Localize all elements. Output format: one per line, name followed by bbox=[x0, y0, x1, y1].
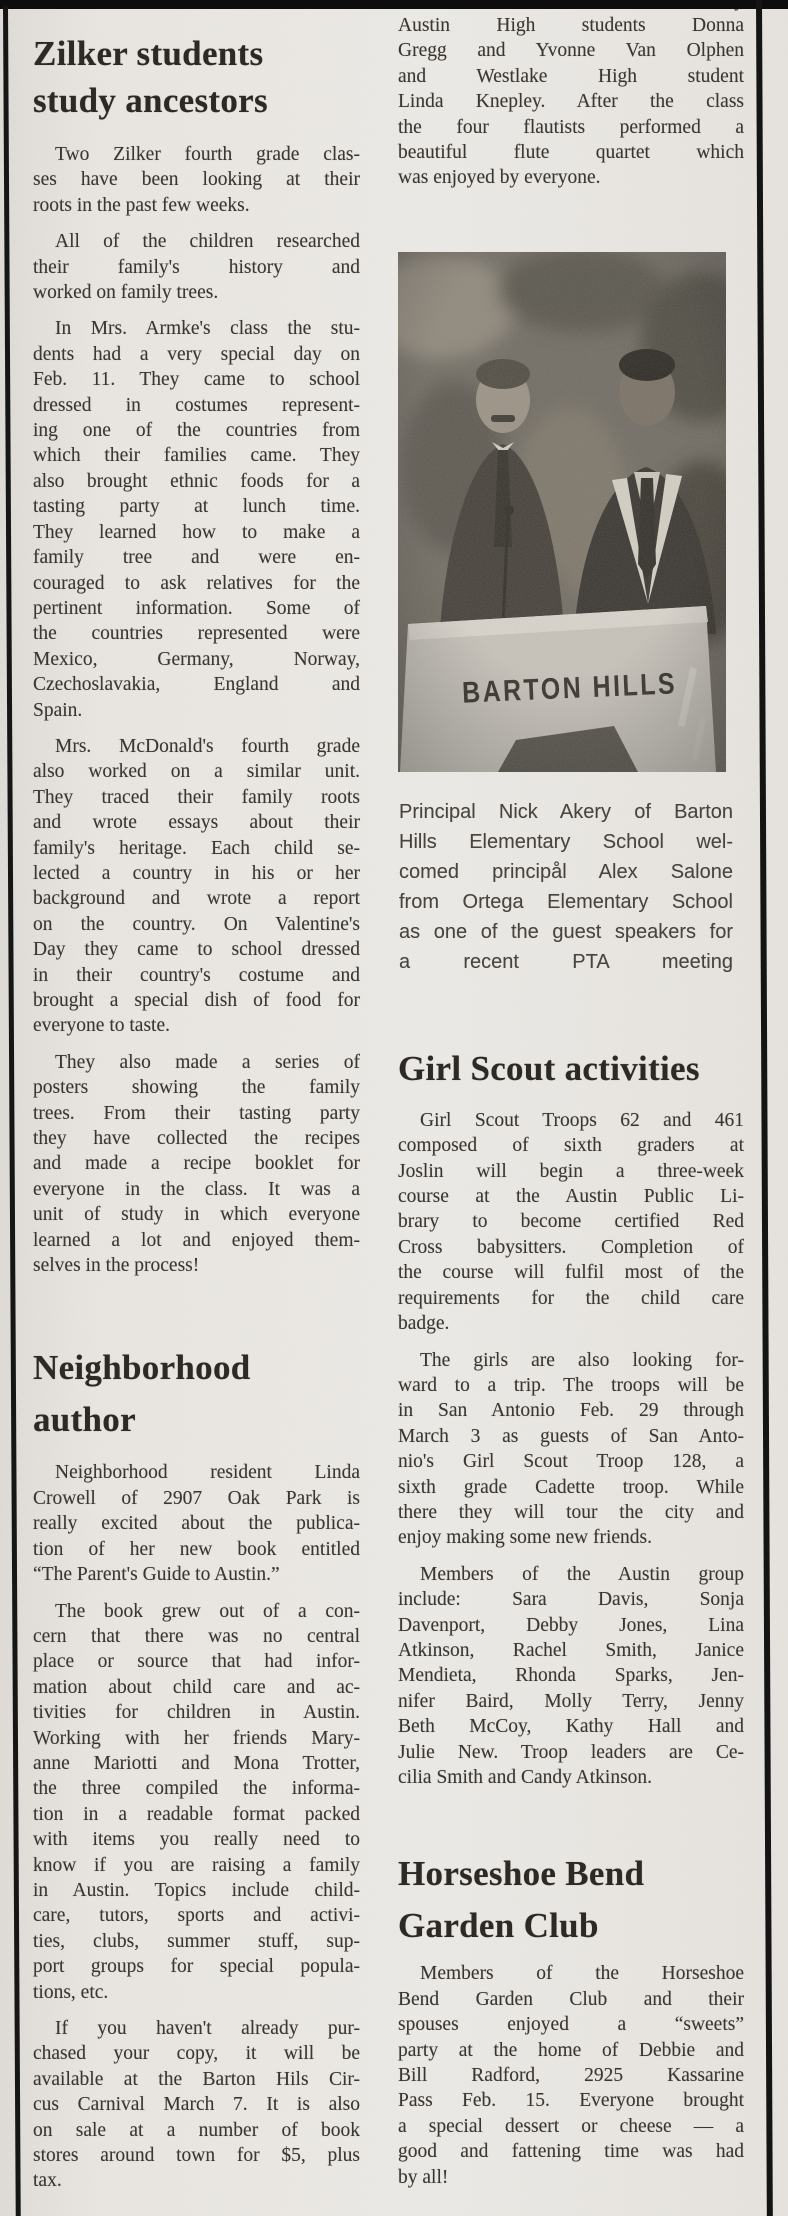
text-line: chased your copy, it will be bbox=[33, 2043, 360, 2065]
text-line: Day they came to school dressed bbox=[33, 939, 360, 961]
text-line: posters showing the family bbox=[33, 1077, 360, 1099]
text-line: on sale at a number of book bbox=[33, 2119, 360, 2141]
text-line: Members of the Horseshoe bbox=[420, 1963, 744, 1985]
text-line: comed principål Alex Salone bbox=[399, 860, 733, 883]
text-line: Bill Radford, 2925 Kassarine bbox=[398, 2065, 744, 2087]
text-line: Two Zilker fourth grade clas- bbox=[55, 144, 360, 165]
text-line: beautiful flute quartet which bbox=[398, 142, 744, 164]
text-line: good and fattening time was had bbox=[398, 2141, 744, 2163]
paragraph bbox=[398, 1348, 744, 1551]
text-line: Austin High students Donna bbox=[398, 15, 744, 36]
text-line: Linda Knepley. After the class bbox=[398, 91, 744, 113]
text-line: party at the home of Debbie and bbox=[398, 2039, 744, 2061]
right-column bbox=[398, 0, 744, 2201]
text-line: Mendieta, Rhonda Sparks, Jen- bbox=[398, 1665, 744, 1687]
text-line: brought a special dish of food for bbox=[33, 990, 360, 1011]
text-line: ward to a trip. The troops will be bbox=[398, 1374, 744, 1396]
text-line: the course will fulfil most of the bbox=[398, 1262, 744, 1284]
text-line: “The Parent's Guide to Austin.” bbox=[33, 1564, 280, 1586]
photo-caption bbox=[399, 797, 733, 977]
text-line: everyone in the class. It was a bbox=[33, 1178, 360, 1200]
text-line: They also made a series of bbox=[55, 1051, 360, 1073]
text-line: Czechoslavakia, England and bbox=[33, 674, 360, 696]
text-line: Joslin will begin a three-week bbox=[398, 1160, 744, 1182]
text-line: Pass Feb. 15. Everyone brought bbox=[398, 2090, 744, 2112]
paragraph bbox=[398, 1961, 744, 2190]
paragraph bbox=[33, 1599, 360, 2006]
text-line: with items you really need to bbox=[33, 1829, 360, 1851]
photo-illustration bbox=[398, 252, 726, 772]
text-line: the three compiled the informa- bbox=[33, 1778, 360, 1800]
paragraph bbox=[33, 1050, 360, 1279]
text-line: sixth grade Cadette troop. While bbox=[398, 1476, 744, 1498]
text-line: enjoy making some new friends. bbox=[398, 1527, 652, 1549]
text-line: there they will tour the city and bbox=[398, 1501, 744, 1523]
text-line: Girl Scout Troops 62 and 461 bbox=[420, 1109, 744, 1131]
text-line: include: Sara Davis, Sonja bbox=[398, 1589, 744, 1611]
text-line: spouses enjoyed a “sweets” bbox=[398, 2014, 744, 2036]
paragraph bbox=[33, 316, 360, 723]
text-line: tivities for children in Austin. bbox=[33, 1702, 360, 1724]
text-line: by all! bbox=[398, 2166, 449, 2188]
text-line: the countries represented were bbox=[33, 623, 360, 645]
text-line: Cross babysitters. Completion of bbox=[398, 1236, 744, 1258]
text-line: couraged to ask relatives for the bbox=[33, 572, 360, 594]
text-line: tax. bbox=[33, 2170, 62, 2192]
text-line: Hills Elementary School wel- bbox=[399, 830, 733, 853]
text-line: and made a recipe booklet for bbox=[33, 1153, 360, 1175]
text-line: March 3 as guests of San Anto- bbox=[398, 1425, 744, 1447]
text-line: as one of the guest speakers for bbox=[399, 920, 733, 943]
text-line: really excited about the publica- bbox=[33, 1513, 360, 1535]
text-line: Mexico, Germany, Norway, bbox=[33, 648, 360, 670]
text-line: was enjoyed by everyone. bbox=[398, 167, 601, 189]
text-line: lected a country in his or her bbox=[33, 862, 360, 884]
text-line: They learned how to make a bbox=[33, 521, 360, 543]
paragraph bbox=[33, 734, 360, 1039]
text-line: they have collected the recipes bbox=[33, 1128, 360, 1150]
text-line: course at the Austin Public Li- bbox=[398, 1186, 744, 1208]
text-line: Zilker students bbox=[33, 34, 264, 73]
text-line: family tree and were en- bbox=[33, 547, 360, 569]
headline-girl-scout-activities bbox=[398, 1047, 744, 1091]
text-line: the four flautists performed a bbox=[398, 116, 744, 138]
paragraph bbox=[33, 2016, 360, 2194]
text-line: The girls are also looking for- bbox=[420, 1349, 744, 1371]
text-line: in Austin. Topics include child- bbox=[33, 1879, 360, 1901]
paragraph bbox=[398, 13, 744, 191]
text-line: Atkinson, Rachel Smith, Janice bbox=[398, 1639, 744, 1661]
text-line: badge. bbox=[398, 1313, 450, 1335]
text-line: selves in the process! bbox=[33, 1255, 200, 1277]
text-line: cus Carnival March 7. It is also bbox=[33, 2094, 360, 2116]
text-line: a recent PTA meeting bbox=[399, 950, 733, 973]
photo-grain bbox=[398, 252, 726, 772]
text-line: Girl Scout activities bbox=[398, 1048, 700, 1088]
text-line: Gregg and Yvonne Van Olphen bbox=[398, 40, 744, 62]
text-line: Julie New. Troop leaders are Ce- bbox=[398, 1741, 744, 1763]
text-line: nio's Girl Scout Troop 128, a bbox=[398, 1451, 744, 1473]
scan-right-edge-line bbox=[756, 0, 773, 2216]
text-line: unit of study in which everyone bbox=[33, 1204, 360, 1226]
text-line: Neighborhood bbox=[33, 1348, 251, 1388]
text-line: Principal Nick Akery of Barton bbox=[399, 800, 733, 823]
text-line: Working with her friends Mary- bbox=[33, 1727, 360, 1749]
text-line: know if you are raising a family bbox=[33, 1854, 360, 1876]
text-line: everyone to taste. bbox=[33, 1015, 170, 1037]
scan-left-edge-line bbox=[3, 6, 21, 2216]
paragraph bbox=[398, 1108, 744, 1337]
text-line: dents had a very special day on bbox=[33, 343, 360, 365]
text-line: in San Antonio Feb. 29 through bbox=[398, 1400, 744, 1422]
text-line: stores around town for $5, plus bbox=[33, 2145, 360, 2167]
continued-story-fragment bbox=[398, 0, 744, 191]
text-line: nifer Baird, Molly Terry, Jenny bbox=[398, 1690, 744, 1712]
text-line: place or source that had infor- bbox=[33, 1651, 360, 1673]
text-line: tasting party at lunch time. bbox=[33, 496, 360, 518]
text-line: learned a lot and enjoyed them- bbox=[33, 1229, 360, 1251]
paragraph bbox=[398, 1562, 744, 1791]
text-line: care, tutors, sports and activi- bbox=[33, 1905, 360, 1927]
text-line: requirements for the child care bbox=[398, 1287, 744, 1309]
text-line: also brought ethnic foods for a bbox=[33, 470, 360, 492]
text-line: tions, etc. bbox=[33, 1981, 109, 2003]
text-line: Feb. 11. They came to school bbox=[33, 369, 360, 391]
text-line: If you haven't already pur- bbox=[55, 2018, 360, 2039]
text-line: trees. From their tasting party bbox=[33, 1102, 360, 1124]
pta-meeting-photo bbox=[398, 252, 726, 772]
text-line: worked on family trees. bbox=[33, 282, 219, 304]
text-line: ties, clubs, summer stuff, sup- bbox=[33, 1930, 360, 1952]
text-line: a special dessert or cheese — a bbox=[398, 2115, 744, 2137]
text-line: tion of her new book entitled bbox=[33, 1538, 360, 1560]
text-line: ses have been looking at their bbox=[33, 169, 360, 191]
text-line: Spain. bbox=[33, 699, 83, 721]
paragraph bbox=[33, 229, 360, 305]
text-line: composed of sixth graders at bbox=[398, 1135, 744, 1157]
text-line: anne Mariotti and Mona Trotter, bbox=[33, 1752, 360, 1774]
text-line: tion in a readable format packed bbox=[33, 1803, 360, 1825]
text-line: Bend Garden Club and their bbox=[398, 1988, 744, 2010]
text-line: also worked on a similar unit. bbox=[33, 761, 360, 783]
text-line: Crowell of 2907 Oak Park is bbox=[33, 1487, 360, 1509]
text-line: in their country's costume and bbox=[33, 964, 360, 986]
left-column bbox=[33, 30, 360, 2205]
paragraph bbox=[33, 1460, 360, 1587]
text-line: Davenport, Debby Jones, Lina bbox=[398, 1614, 744, 1636]
text-line: background and wrote a report bbox=[33, 888, 360, 910]
headline-zilker-students bbox=[33, 30, 360, 124]
text-line: Neighborhood resident Linda bbox=[55, 1462, 360, 1484]
text-line: All of the children researched bbox=[55, 231, 360, 253]
headline-neighborhood-author bbox=[33, 1342, 360, 1446]
text-line: They traced their family roots bbox=[33, 786, 360, 808]
text-line: cilia Smith and Candy Atkinson. bbox=[398, 1767, 653, 1788]
text-line: ing one of the countries from bbox=[33, 420, 360, 442]
text-line: which their families came. They bbox=[33, 445, 360, 467]
text-line: dressed in costumes represent- bbox=[33, 394, 360, 416]
text-line: family's heritage. Each child se- bbox=[33, 837, 360, 859]
headline-horseshoe-bend-garden-club bbox=[398, 1848, 744, 1952]
text-line: Beth McCoy, Kathy Hall and bbox=[398, 1716, 744, 1738]
text-line: mation about child care and ac- bbox=[33, 1676, 360, 1698]
text-line: Members of the Austin group bbox=[420, 1563, 744, 1585]
text-line: on the country. On Valentine's bbox=[33, 913, 360, 935]
text-line: from Ortega Elementary School bbox=[399, 890, 733, 913]
text-line: roots in the past few weeks. bbox=[33, 194, 250, 216]
text-line: and wrote essays about their bbox=[33, 812, 360, 834]
text-line: study ancestors bbox=[33, 81, 268, 120]
scan-top-edge bbox=[0, 0, 788, 9]
text-line: pertinent information. Some of bbox=[33, 597, 360, 619]
text-line: port groups for special popula- bbox=[33, 1956, 360, 1978]
text-line: Mrs. McDonald's fourth grade bbox=[55, 735, 360, 757]
paragraph bbox=[33, 142, 360, 218]
text-line: cern that there was no central bbox=[33, 1625, 360, 1647]
text-line: In Mrs. Armke's class the stu- bbox=[55, 318, 360, 340]
text-line: brary to become certified Red bbox=[398, 1211, 744, 1233]
text-line: author bbox=[33, 1400, 136, 1440]
text-line: Garden Club bbox=[398, 1906, 599, 1946]
text-line: The book grew out of a con- bbox=[55, 1600, 360, 1622]
text-line: Horseshoe Bend bbox=[398, 1854, 645, 1894]
text-line: their family's history and bbox=[33, 256, 360, 278]
text-line: available at the Barton Hils Cir- bbox=[33, 2068, 360, 2090]
text-line: and Westlake High student bbox=[398, 65, 744, 87]
